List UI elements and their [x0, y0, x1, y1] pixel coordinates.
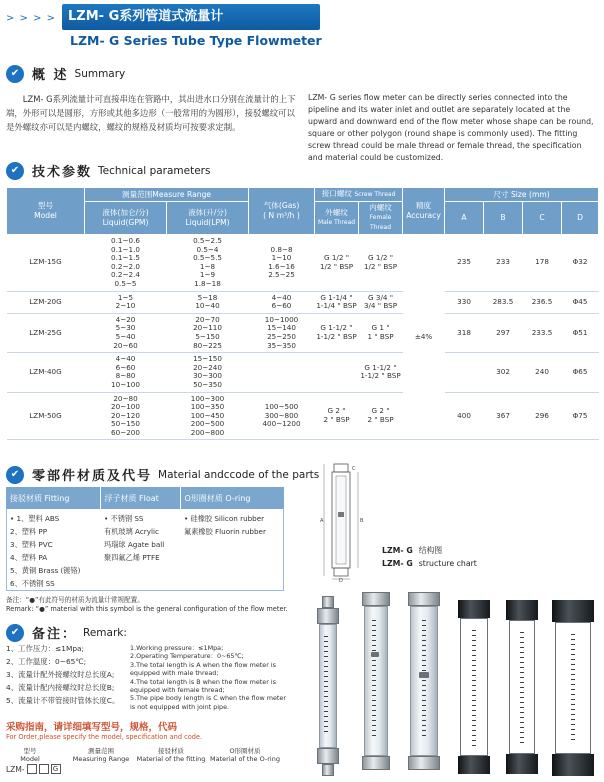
list-item: 聚四氟乙烯 PTFE	[104, 553, 160, 562]
d-cell: Φ32	[562, 235, 599, 292]
bookmark-icon: ✔	[6, 624, 24, 642]
gas-cell: 100~500 300~800 400~1200	[249, 392, 315, 440]
a-cell: 318	[445, 313, 484, 352]
c-cell: 178	[523, 235, 562, 292]
male-cell: G 1/2 " 1/2 " BSP	[315, 235, 359, 292]
male-cell: G 2 " 2 " BSP	[315, 392, 359, 440]
fitting-list	[6, 509, 100, 590]
list-item: 3、塑料 PVC	[10, 540, 53, 549]
list-item: 3.The total length is A when the flow meter is equipped with male thread;	[130, 660, 276, 678]
notes-heading	[6, 623, 127, 642]
col-model: 型号 Model	[7, 188, 85, 235]
col-female: 内螺纹 Female Thread	[359, 202, 403, 235]
flowmeter-photo	[356, 592, 396, 772]
table-row	[7, 353, 599, 392]
gpm-cell: 0.1~0.6 0.1~1.0 0.1~1.5 0.2~2.0 0.2~2.4 0.5~5	[85, 235, 167, 292]
tech-table	[6, 187, 599, 440]
b-cell: 367	[484, 392, 523, 440]
parts-heading-cn: 零部件材质及代号	[32, 469, 153, 484]
col-range: 测量范围Measure Range	[85, 188, 249, 202]
list-item: 2、工作温度：0~65℃;	[6, 657, 87, 666]
fitting-header: 接驳材质 Fitting	[6, 487, 100, 509]
gpm-cell: 4~20 5~30 5~40 20~60	[85, 313, 167, 352]
list-item: 4、流量计配内接螺纹时总长度B;	[6, 683, 115, 692]
page-subtitle: LZM- G Series Tube Type Flowmeter	[70, 33, 322, 48]
d-cell: Φ75	[562, 392, 599, 440]
parts-heading-en: Material andccode of the parts	[158, 468, 320, 481]
dim-b: B	[360, 518, 364, 524]
list-item: 有机玻璃 Acrylic	[104, 527, 159, 536]
order-label-range: 测量范围 Measuring Range	[72, 747, 130, 763]
male-cell	[315, 353, 359, 392]
list-item: 5、流量计不带管接时管体长度C。	[6, 696, 120, 705]
col-d: D	[562, 202, 599, 235]
b-cell: 233	[484, 235, 523, 292]
parts-heading	[6, 465, 319, 484]
col-a: A	[445, 202, 484, 235]
list-item: 3、流量计配外接螺纹时总长度A;	[6, 670, 115, 679]
summary-text-en: LZM- G series flow meter can be directly series connected into the pipeline and its water inlet and outlet are separately located at the upward and downward end of the flow meter whose shape can be round, square or other polygon (round shape is commonly used). The fitting screw thread could be male thread or female thread, the specification and material could be customized.	[308, 93, 594, 162]
notes-cn	[6, 642, 119, 707]
a-cell: 330	[445, 291, 484, 313]
list-item: 6、不锈钢 SS	[10, 579, 55, 588]
c-cell: 236.5	[523, 291, 562, 313]
a-cell: 235	[445, 235, 484, 292]
summary-text-cn: LZM- G系列流量计可直接串连在管路中，其出进水口分别在流量计的上下端，外形可以是圆形，方形或其他多边形（一般常用的为圆形），接驳螺纹可以是外螺纹亦可以是内螺纹，螺纹的规格及材质均可按要求定制。	[6, 94, 296, 132]
gpm-cell: 20~80 20~100 20~120 50~150 60~200	[85, 392, 167, 440]
oring-list	[180, 509, 284, 590]
male-cell: G 1-1/2 " 1-1/2 " BSP	[315, 313, 359, 352]
gas-cell	[249, 353, 315, 392]
list-item: 玛瑙球 Agate ball	[104, 540, 165, 549]
d-cell: Φ45	[562, 291, 599, 313]
bookmark-icon: ✔	[6, 162, 24, 180]
lpm-cell: 5~18 10~40	[167, 291, 249, 313]
gas-cell: 0.8~8 1~10 1.6~16 2.5~25	[249, 235, 315, 292]
model-cell: LZM-50G	[7, 392, 85, 440]
col-gas: 气体(Gas) ( N m³/h )	[249, 188, 315, 235]
list-item: 2、塑料 PP	[10, 527, 48, 536]
model-cell: LZM-40G	[7, 353, 85, 392]
flowmeter-photo	[502, 600, 542, 776]
order-box-g: G	[51, 764, 61, 774]
notes-heading-cn: 备注：	[32, 627, 78, 642]
order-code: LZM- G	[6, 764, 61, 774]
order-box	[27, 764, 37, 774]
list-item: • 不锈钢 SS	[104, 514, 144, 523]
tech-heading-en: Technical parameters	[98, 164, 211, 177]
list-item: 1、工作压力：≤1Mpa;	[6, 644, 85, 653]
a-cell: 400	[445, 392, 484, 440]
float-header: 浮子材质 Float	[100, 487, 180, 509]
table-row	[7, 392, 599, 440]
list-item: 5.The pipe body length is C when the flow meter is not equipped with joint pipe.	[130, 694, 286, 711]
c-cell: 240	[523, 353, 562, 392]
table-row	[7, 313, 599, 352]
col-size: 尺寸 Size (mm)	[445, 188, 599, 202]
female-cell: G 1-1/2 " 1-1/2 " BSP	[359, 353, 403, 392]
flowmeter-photo	[548, 600, 598, 778]
female-cell: G 3/4 " 3/4 " BSP	[359, 291, 403, 313]
list-item: 氟素橡胶 Fluorin rubber	[184, 527, 266, 536]
notes-en	[130, 644, 288, 711]
tech-table-body	[7, 235, 599, 440]
table-row	[7, 235, 599, 292]
order-label-fitting: 接驳材质 Material of the fitting	[136, 747, 206, 763]
order-subtitle: For Order,please specify the model, specification and code.	[6, 733, 203, 741]
tech-heading-cn: 技术参数	[32, 165, 93, 180]
model-cell: LZM-20G	[7, 291, 85, 313]
lpm-cell: 20~70 20~110 5~150 80~225	[167, 313, 249, 352]
col-b: B	[484, 202, 523, 235]
summary-heading	[6, 64, 125, 83]
flowmeter-photo	[454, 600, 494, 776]
female-cell: G 2 " 2 " BSP	[359, 392, 403, 440]
col-lpm: 液体(升/分) Liquid(LPM)	[167, 202, 249, 235]
table-row	[7, 291, 599, 313]
parts-remark: 备注：“●”有此符号的材质为流量计常规配置。 Remark: “●” material with this symbol is the general configuration of the flow meter.	[6, 596, 288, 613]
d-cell: Φ51	[562, 313, 599, 352]
col-accuracy: 精度 Accuracy	[403, 188, 445, 235]
female-cell: G 1/2 " 1/2 " BSP	[359, 235, 403, 292]
b-cell: 283.5	[484, 291, 523, 313]
col-gpm: 液体(加仑/分) Liquid(GPM)	[85, 202, 167, 235]
order-label-oring: O形圈材质 Material of the O-ring	[210, 747, 280, 763]
oring-header: O形圈材质 O-ring	[180, 487, 284, 509]
model-cell: LZM-15G	[7, 235, 85, 292]
c-cell: 296	[523, 392, 562, 440]
c-cell: 233.5	[523, 313, 562, 352]
tech-heading	[6, 161, 210, 180]
parts-table	[6, 487, 285, 590]
page-title: LZM- G系列管道式流量计	[68, 9, 224, 24]
bookmark-icon: ✔	[6, 466, 24, 484]
model-cell: LZM-25G	[7, 313, 85, 352]
lpm-cell: 0.5~2.5 0.5~4 0.5~5.5 1~8 1~9 1.8~18	[167, 235, 249, 292]
order-label-model: 型号 Model	[20, 747, 40, 763]
list-item: 1.Working pressure：≤1Mpa;	[130, 644, 224, 652]
title-banner	[62, 4, 320, 30]
dim-a: A	[320, 518, 324, 524]
list-item: 5、黄铜 Brass (镀铬)	[10, 566, 81, 575]
col-male: 外螺纹 Male Thread	[315, 202, 359, 235]
list-item: • 1、塑料 ABS	[10, 514, 60, 523]
d-cell: Φ65	[562, 353, 599, 392]
bookmark-icon: ✔	[6, 65, 24, 83]
float-list	[100, 509, 180, 590]
col-thread: 接口螺纹 Screw Thread	[315, 188, 403, 202]
summary-heading-en: Summary	[74, 67, 126, 80]
lpm-cell: 15~150 20~240 30~300 50~350	[167, 353, 249, 392]
gpm-cell: 1~5 2~10	[85, 291, 167, 313]
male-cell: G 1-1/4 " 1-1/4 " BSP	[315, 291, 359, 313]
lpm-cell: 100~300 100~350 100~450 200~500 200~800	[167, 392, 249, 440]
flowmeter-photo	[308, 596, 348, 778]
list-item: • 硅橡胶 Silicon rubber	[184, 514, 265, 523]
gpm-cell: 4~40 6~60 8~80 10~100	[85, 353, 167, 392]
flowmeter-photo	[404, 592, 444, 772]
header-arrows: > > > >	[6, 13, 57, 24]
list-item: 4、塑料 PA	[10, 553, 48, 562]
dim-c: C	[352, 466, 356, 472]
notes-heading-en: Remark:	[83, 626, 127, 639]
col-c: C	[523, 202, 562, 235]
order-title: 采购指南，请详细填写型号，规格，代码	[6, 722, 178, 733]
summary-heading-cn: 概 述	[32, 68, 69, 83]
order-box	[39, 764, 49, 774]
b-cell: 297	[484, 313, 523, 352]
female-cell: G 1 " 1 " BSP	[359, 313, 403, 352]
list-item: 2.Operating Temperature：0~65℃;	[130, 652, 244, 661]
a-cell	[445, 353, 484, 392]
accuracy-cell: ±4%	[403, 235, 445, 440]
structure-chart-diagram	[312, 462, 372, 582]
list-item: 4.The total length is B when the flow meter is equipped with female thread;	[130, 677, 276, 695]
structure-chart-label: LZM- G 结构图 LZM- G structure chart	[382, 546, 477, 568]
dim-d: D	[339, 578, 343, 582]
gas-cell: 10~1000 15~140 25~250 35~350	[249, 313, 315, 352]
gas-cell: 4~40 6~60	[249, 291, 315, 313]
b-cell: 302	[484, 353, 523, 392]
